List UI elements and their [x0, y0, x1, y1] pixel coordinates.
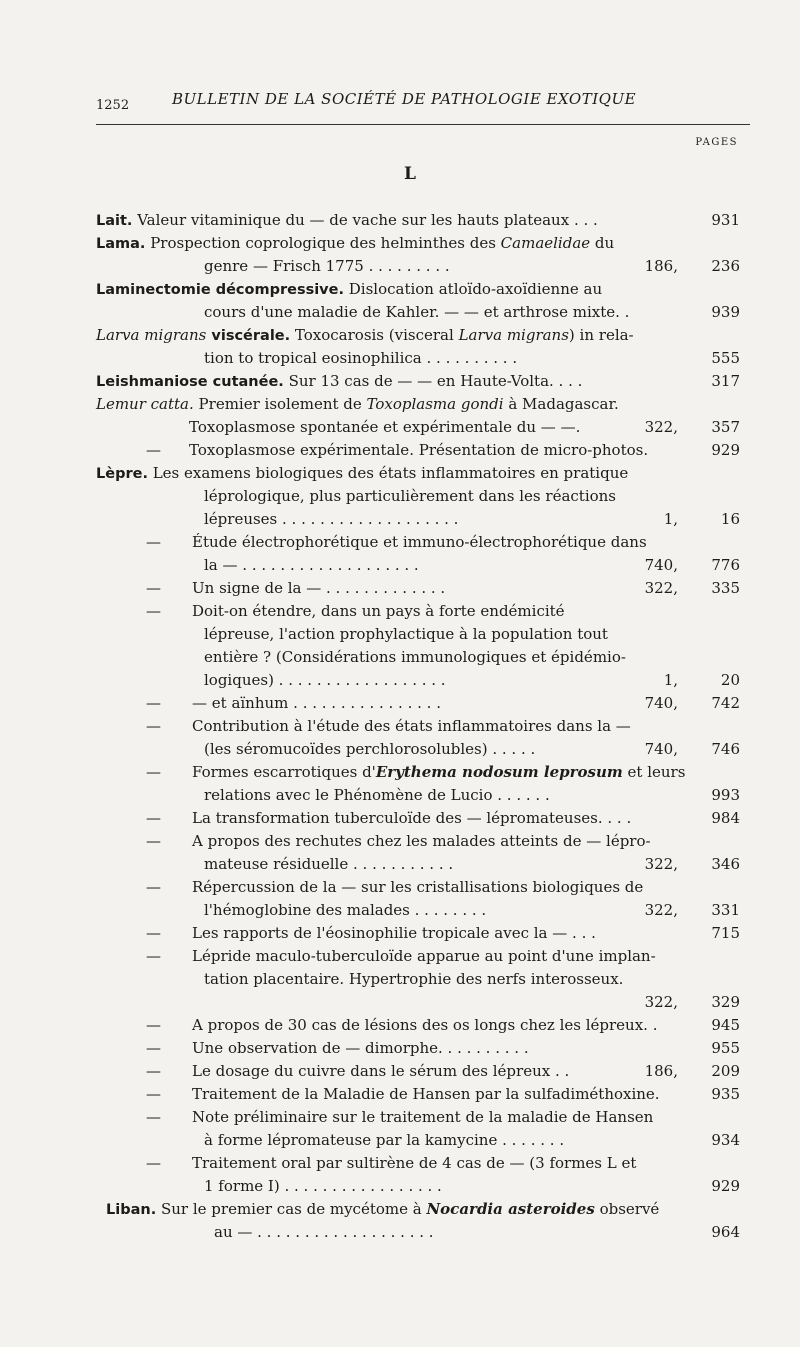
entry-segment: Doit-on étendre, dans un pays à forte endémicité: [192, 602, 565, 620]
index-line: [0, 1084, 800, 1105]
ditto-dash: —: [146, 441, 161, 459]
index-line: [0, 486, 800, 507]
entry-keyword: viscérale.: [206, 328, 291, 344]
entry-segment: relations avec le Phénomène de Lucio . . . . . .: [204, 786, 550, 804]
index-line: [0, 1130, 800, 1151]
index-line: [0, 1015, 800, 1036]
entry-segment: Lemur catta.: [96, 395, 194, 413]
entry-text: [204, 302, 629, 322]
entry-segment: Les examens biologiques des états inflammatoires en pratique: [147, 464, 629, 482]
index-line: [0, 808, 800, 829]
index-line: [0, 923, 800, 944]
running-title: BULLETIN DE LA SOCIÉTÉ DE PATHOLOGIE EXOTIQUE: [172, 90, 637, 108]
page-ref: 331: [711, 901, 740, 919]
index-line: [0, 440, 800, 461]
entry-segment: Traitement de la Maladie de Hansen par la sulfadiméthoxine.: [192, 1085, 660, 1103]
page-ref: 964: [711, 1223, 740, 1241]
entry-segment: (les séromucoïdes perchlorosolubles) . . . . .: [204, 740, 536, 758]
entry-segment: Répercussion de la — sur les cristallisations biologiques de: [192, 878, 644, 896]
pages-column-header: PAGES: [695, 137, 738, 148]
entry-text: [204, 509, 458, 529]
entry-keyword: Laminectomie décompressive.: [96, 282, 344, 298]
entry-segment: Note préliminaire sur le traitement de la maladie de Hansen: [192, 1108, 654, 1126]
entry-segment: Sur 13 cas de — — en Haute-Volta. . . .: [283, 372, 583, 390]
entry-segment: ) in rela-: [568, 326, 634, 344]
page-ref: 555: [711, 349, 740, 367]
section-letter: L: [404, 164, 416, 184]
page-ref: 742: [711, 694, 740, 712]
entry-segment: Toxoplasmose expérimentale. Présentation de micro-photos.: [189, 441, 649, 459]
page-ref-first: 186,: [644, 1062, 678, 1080]
entry-segment: Toxoplasmose spontanée et expérimentale du — —.: [189, 418, 581, 436]
entry-segment: La transformation tuberculoïde des — lépromateuses. . . .: [192, 809, 632, 827]
index-line: [0, 1038, 800, 1059]
entry-segment: tion to tropical eosinophilica . . . . . . . . . .: [204, 349, 518, 367]
page-ref-first: 1,: [663, 671, 678, 689]
entry-text: [204, 969, 623, 989]
index-line: [0, 463, 800, 484]
page-ref: 20: [720, 671, 740, 689]
index-line: [0, 233, 800, 254]
entry-segment: 1 forme I) . . . . . . . . . . . . . . . . .: [204, 1177, 442, 1195]
entry-segment: Larva migrans: [96, 326, 207, 344]
entry-segment: genre — Frisch 1775 . . . . . . . . .: [204, 257, 450, 275]
page-ref: 16: [720, 510, 740, 528]
entry-segment: observé: [594, 1200, 660, 1218]
entry-text: [192, 762, 685, 782]
index-line: [0, 831, 800, 852]
entry-text: [204, 900, 486, 920]
entry-text: [204, 785, 550, 805]
entry-text: [96, 394, 619, 414]
page-ref: 746: [711, 740, 740, 758]
entry-segment: Une observation de — dimorphe. . . . . . . . . .: [192, 1039, 529, 1057]
index-line: [0, 1061, 800, 1082]
entry-keyword: Leishmaniose cutanée.: [96, 374, 284, 390]
entry-segment: cours d'une maladie de Kahler. — — et arthrose mixte. .: [204, 303, 630, 321]
entry-segment: Traitement oral par sultirène de 4 cas de — (3 formes L et: [192, 1154, 637, 1172]
entry-segment: au — . . . . . . . . . . . . . . . . . . .: [214, 1223, 434, 1241]
entry-segment: Valeur vitaminique du — de vache sur les hauts plateaux . . .: [132, 211, 598, 229]
index-line: [0, 394, 800, 415]
index-line: [0, 578, 800, 599]
entry-text: [96, 371, 582, 392]
page-ref: 929: [711, 441, 740, 459]
entry-segment: Sur le premier cas de mycétome à: [156, 1200, 427, 1218]
index-line: [0, 555, 800, 576]
ditto-dash: —: [146, 579, 161, 597]
ditto-dash: —: [146, 1108, 161, 1126]
entry-text: [192, 1153, 636, 1173]
entry-segment: lépreuses . . . . . . . . . . . . . . . . . . .: [204, 510, 459, 528]
page-ref-first: 322,: [644, 418, 678, 436]
entry-segment: Formes escarrotiques d': [192, 763, 376, 781]
index-line: [0, 601, 800, 622]
entry-segment: l'hémoglobine des malades . . . . . . . .: [204, 901, 487, 919]
entry-segment: Un signe de la — . . . . . . . . . . . . .: [192, 579, 446, 597]
entry-segment: A propos des rechutes chez les malades atteints de — lépro-: [192, 832, 651, 850]
entry-segment: à Madagascar.: [503, 395, 619, 413]
index-line: [0, 670, 800, 691]
page-number: 1252: [96, 98, 130, 113]
page-ref-first: 740,: [644, 556, 678, 574]
entry-text: [192, 1015, 657, 1035]
ditto-dash: —: [146, 832, 161, 850]
entry-segment: la — . . . . . . . . . . . . . . . . . . .: [204, 556, 419, 574]
index-line: [0, 371, 800, 392]
ditto-dash: —: [146, 763, 161, 781]
entry-text: [192, 693, 441, 713]
entry-segment: Toxoplasma gondi: [366, 395, 504, 413]
index-line: [0, 969, 800, 990]
entry-segment: Premier isolement de: [193, 395, 367, 413]
page-ref: 357: [711, 418, 740, 436]
ditto-dash: —: [146, 1062, 161, 1080]
index-line: [0, 900, 800, 921]
entry-segment: à forme lépromateuse par la kamycine . . . . . . .: [204, 1131, 565, 1149]
entry-text: [192, 716, 631, 736]
index-line: [0, 785, 800, 806]
index-line: [0, 348, 800, 369]
page-ref: 329: [711, 993, 740, 1011]
entry-segment: Étude électrophorétique et immuno-électrophorétique dans: [192, 533, 647, 551]
page-ref: 993: [711, 786, 740, 804]
entry-keyword: Lama.: [96, 236, 146, 252]
index-line: [0, 1107, 800, 1128]
entry-text: [192, 532, 647, 552]
entry-text: [192, 601, 565, 621]
entry-keyword: Liban.: [106, 1202, 157, 1218]
entry-text: [96, 325, 634, 346]
entry-text: [192, 1061, 569, 1081]
ditto-dash: —: [146, 602, 161, 620]
entry-segment: Camaelidae: [500, 234, 591, 252]
entry-text: [106, 1199, 659, 1220]
index-line: [0, 1199, 800, 1220]
page-ref-first: 1,: [663, 510, 678, 528]
entry-text: [192, 923, 596, 943]
entry-segment: entière ? (Considérations immunologiques et épidémio-: [204, 648, 626, 666]
index-line: [0, 325, 800, 346]
index-line: [0, 647, 800, 668]
entry-text: [192, 1084, 660, 1104]
entry-text: [189, 440, 648, 460]
entry-text: [204, 624, 608, 644]
page-ref: 935: [711, 1085, 740, 1103]
page-ref-first: 186,: [644, 257, 678, 275]
entry-text: [204, 1130, 564, 1150]
ditto-dash: —: [146, 1085, 161, 1103]
index-line: [0, 739, 800, 760]
index-line: [0, 854, 800, 875]
page-ref-first: 322,: [644, 901, 678, 919]
index-line: [0, 1176, 800, 1197]
page-ref-first: 740,: [644, 740, 678, 758]
entry-segment: léprologique, plus particulièrement dans les réactions: [204, 487, 617, 505]
entry-segment: A propos de 30 cas de lésions des os longs chez les lépreux. .: [192, 1016, 658, 1034]
entry-text: [204, 486, 616, 506]
entry-segment: Contribution à l'étude des états inflammatoires dans la —: [192, 717, 631, 735]
entry-keyword: Lèpre.: [96, 466, 148, 482]
entry-text: [96, 279, 602, 300]
entry-segment: — et aïnhum . . . . . . . . . . . . . . . .: [192, 694, 441, 712]
page-ref-first: 322,: [644, 993, 678, 1011]
entry-text: [189, 417, 580, 437]
index-line: [0, 877, 800, 898]
page-ref: 984: [711, 809, 740, 827]
entry-segment: Erythema nodosum leprosum: [375, 763, 623, 781]
page-ref: 934: [711, 1131, 740, 1149]
entry-segment: Toxocarosis (visceral: [290, 326, 459, 344]
entry-text: [192, 1038, 529, 1058]
index-line: [0, 210, 800, 231]
page-ref: 236: [711, 257, 740, 275]
entry-text: [204, 348, 517, 368]
entry-segment: Larva migrans: [458, 326, 569, 344]
page-ref: 929: [711, 1177, 740, 1195]
index-line: [0, 509, 800, 530]
page-ref-first: 740,: [644, 694, 678, 712]
entry-segment: Lépride maculo-tuberculoïde apparue au point d'une implan-: [192, 947, 656, 965]
entry-text: [204, 1176, 442, 1196]
entry-segment: lépreuse, l'action prophylactique à la population tout: [204, 625, 608, 643]
index-line: [0, 279, 800, 300]
page-ref: 776: [711, 556, 740, 574]
ditto-dash: —: [146, 924, 161, 942]
index-line: [0, 716, 800, 737]
index-line: [0, 1222, 800, 1243]
index-line: [0, 1153, 800, 1174]
entry-text: [192, 1107, 653, 1127]
ditto-dash: —: [146, 947, 161, 965]
entry-segment: Le dosage du cuivre dans le sérum des lépreux . .: [192, 1062, 570, 1080]
page-ref: 317: [711, 372, 740, 390]
entry-text: [204, 647, 626, 667]
index-line: [0, 992, 800, 1013]
index-line: [0, 256, 800, 277]
index-line: [0, 762, 800, 783]
entry-segment: mateuse résiduelle . . . . . . . . . . .: [204, 855, 454, 873]
entry-text: [204, 670, 446, 690]
entry-text: [204, 739, 535, 759]
entry-text: [204, 256, 450, 276]
entry-text: [96, 233, 614, 254]
page-ref: 335: [711, 579, 740, 597]
entry-segment: logiques) . . . . . . . . . . . . . . . . . .: [204, 671, 446, 689]
entry-keyword: Lait.: [96, 213, 133, 229]
page-ref-first: 322,: [644, 579, 678, 597]
page-ref: 931: [711, 211, 740, 229]
entry-segment: tation placentaire. Hypertrophie des nerfs interosseux.: [204, 970, 624, 988]
index-line: [0, 624, 800, 645]
entry-segment: Nocardia asteroides: [426, 1200, 595, 1218]
index-line: [0, 532, 800, 553]
page-ref: 939: [711, 303, 740, 321]
index-line: [0, 946, 800, 967]
entry-text: [204, 555, 419, 575]
ditto-dash: —: [146, 1039, 161, 1057]
page-ref-first: 322,: [644, 855, 678, 873]
entry-segment: et leurs: [622, 763, 686, 781]
entry-text: [204, 854, 453, 874]
entry-text: [96, 210, 598, 231]
page-ref: 209: [711, 1062, 740, 1080]
entry-text: [192, 808, 631, 828]
page-ref: 715: [711, 924, 740, 942]
ditto-dash: —: [146, 717, 161, 735]
index-line: [0, 693, 800, 714]
entry-text: [192, 831, 651, 851]
page-ref: 955: [711, 1039, 740, 1057]
entry-text: [96, 463, 628, 484]
ditto-dash: —: [146, 1154, 161, 1172]
entry-segment: Dislocation atloïdo-axoïdienne au: [343, 280, 603, 298]
ditto-dash: —: [146, 809, 161, 827]
entry-segment: Les rapports de l'éosinophilie tropicale avec la — . . .: [192, 924, 596, 942]
page-ref: 945: [711, 1016, 740, 1034]
page-ref: 346: [711, 855, 740, 873]
entry-text: [214, 1222, 434, 1242]
index-line: [0, 302, 800, 323]
index-line: [0, 417, 800, 438]
entry-text: [192, 578, 445, 598]
ditto-dash: —: [146, 533, 161, 551]
entry-segment: du: [590, 234, 615, 252]
ditto-dash: —: [146, 878, 161, 896]
ditto-dash: —: [146, 694, 161, 712]
ditto-dash: —: [146, 1016, 161, 1034]
entry-segment: Prospection coprologique des helminthes des: [145, 234, 501, 252]
entry-text: [192, 946, 656, 966]
entry-text: [192, 877, 643, 897]
